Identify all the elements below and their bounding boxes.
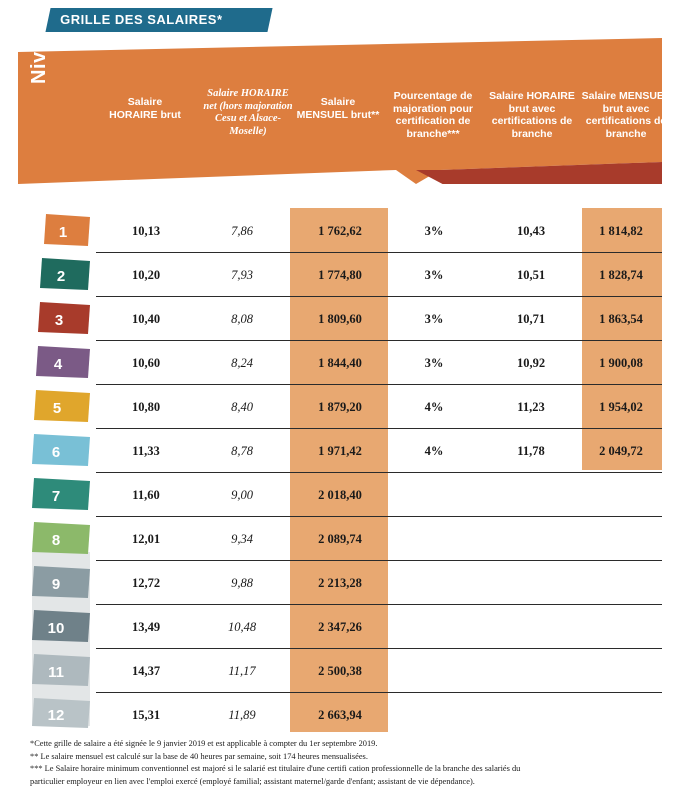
- table-row: 8,78: [231, 444, 253, 458]
- table-row: 4%: [424, 400, 444, 414]
- table-row: 1 814,82: [599, 224, 643, 238]
- table-row: 10,51: [516, 268, 546, 282]
- table-row: 1 900,08: [599, 356, 643, 370]
- level-chip-3: [30, 304, 88, 338]
- level-label-9: 9: [51, 575, 61, 593]
- row-divider: [96, 648, 662, 649]
- footnotes: [30, 738, 660, 788]
- table-row: 11,33: [132, 444, 160, 458]
- row-divider: [96, 560, 662, 561]
- header-col-horaire-cert: Salaire HORAIRE brut avec certifications de branche: [489, 90, 575, 140]
- level-chip-9: [27, 568, 85, 602]
- header-col-majoration: Pourcentage de majoration pour certification de branche***: [393, 90, 473, 140]
- level-chip-1: [34, 216, 92, 250]
- level-label-11: 11: [48, 663, 64, 681]
- table-row: 1 762,62: [318, 224, 362, 238]
- table-row: 2 347,26: [318, 620, 362, 634]
- table-row: 3%: [424, 356, 444, 370]
- table-row: 11,60: [132, 488, 160, 502]
- table-row: 10,40: [131, 312, 161, 326]
- level-chip-6: [27, 436, 85, 470]
- table-row: 7,93: [231, 268, 253, 282]
- table-row: 9,88: [231, 576, 253, 590]
- table-body: [18, 204, 662, 732]
- table-row: 2 049,72: [599, 444, 643, 458]
- table-row: 11,78: [517, 444, 545, 458]
- row-divider: [96, 604, 662, 605]
- table-row: 7,86: [231, 224, 253, 238]
- table-row: 2 663,94: [318, 708, 362, 722]
- footnote-3-line1: *** Le Salaire horaire minimum conventionnel est majoré si le salarié est titulaire d'une certifi cation professionnelle de la branche des salariés du: [30, 764, 521, 773]
- page-title: GRILLE DES SALAIRES*: [60, 12, 223, 27]
- level-label-2: 2: [56, 267, 66, 285]
- table-row: 12,72: [131, 576, 161, 590]
- level-label-8: 8: [51, 531, 61, 549]
- table-row: 10,92: [516, 356, 546, 370]
- table-row: 1 863,54: [599, 312, 643, 326]
- table-row: 10,20: [131, 268, 161, 282]
- table-row: 11,23: [517, 400, 545, 414]
- level-label-12: 12: [47, 706, 65, 724]
- table-row: 1 774,80: [318, 268, 362, 282]
- row-divider: [96, 516, 662, 517]
- table-row: 1 844,40: [318, 356, 362, 370]
- title-banner: [45, 8, 272, 32]
- table-row: 3%: [424, 224, 444, 238]
- row-divider: [96, 428, 662, 429]
- shaded-column-mensuel-brut: [290, 208, 388, 732]
- level-label-10: 10: [47, 619, 65, 637]
- row-divider: [96, 472, 662, 473]
- level-chip-7: [27, 480, 85, 514]
- level-label-5: 5: [52, 399, 62, 417]
- level-chip-2: [32, 260, 90, 294]
- level-chip-4: [29, 348, 87, 382]
- table-row: 4%: [424, 444, 444, 458]
- table-row: 13,49: [131, 620, 161, 634]
- table-row: 9,00: [231, 488, 253, 502]
- table-row: 3%: [424, 312, 444, 326]
- table-row: 2 213,28: [318, 576, 362, 590]
- footnote-2: ** Le salaire mensuel est calculé sur la base de 40 heures par semaine, soit 174 heures mensualisées.: [30, 751, 368, 761]
- shaded-column-mensuel-cert: [582, 208, 662, 470]
- table-row: 1 954,02: [599, 400, 643, 414]
- table-row: 1 879,20: [318, 400, 362, 414]
- table-row: 11,17: [228, 664, 256, 678]
- table-row: 1 971,42: [318, 444, 362, 458]
- header-col-horaire-brut: Salaire HORAIRE brut: [109, 96, 181, 121]
- table-row: 10,80: [131, 400, 161, 414]
- header-col-mensuel-brut: Salaire MENSUEL brut**: [296, 96, 380, 121]
- row-divider: [96, 340, 662, 341]
- row-divider: [96, 296, 662, 297]
- table-row: 9,34: [231, 532, 253, 546]
- table-row: 10,13: [131, 224, 161, 238]
- table-row: 11,89: [228, 708, 256, 722]
- level-chips-column: [18, 204, 96, 732]
- level-label-1: 1: [58, 223, 68, 241]
- table-row: 8,24: [231, 356, 253, 370]
- level-chip-10: [27, 612, 85, 646]
- footnote-1: *Cette grille de salaire a été signée le 9 janvier 2019 et est applicable à compter du 1er septembre 2019.: [30, 739, 378, 748]
- row-divider: [96, 692, 662, 693]
- level-chip-12: [27, 699, 85, 733]
- table-row: 1 809,60: [318, 312, 362, 326]
- level-label-7: 7: [51, 487, 61, 505]
- level-chip-8: [27, 524, 85, 558]
- table-row: 10,71: [516, 312, 546, 326]
- table-row: 10,60: [131, 356, 161, 370]
- table-row: 1 828,74: [599, 268, 643, 282]
- level-label-4: 4: [53, 355, 63, 373]
- table-row: 10,43: [516, 224, 546, 238]
- table-row: 8,40: [231, 400, 253, 414]
- row-divider: [96, 252, 662, 253]
- level-label-6: 6: [51, 443, 61, 461]
- level-chip-5: [28, 392, 86, 426]
- table-row: 14,37: [131, 664, 161, 678]
- header-col-mensuel-cert: Salaire MENSUEL brut avec certifications de branche: [581, 90, 671, 140]
- level-chip-11: [27, 656, 85, 690]
- table-row: 12,01: [131, 532, 161, 546]
- table-row: 15,31: [131, 708, 161, 722]
- footnote-3-line2: particulier employeur en lien avec l'emploi exercé (employé familial; assistant maternel/garde d'enfant; assistant de vie dépendance).: [30, 776, 475, 786]
- row-divider: [96, 384, 662, 385]
- table-row: 10,48: [227, 620, 257, 634]
- table-row: 2 500,38: [318, 664, 362, 678]
- table-row: 8,08: [231, 312, 253, 326]
- table-row: 2 018,40: [318, 488, 362, 502]
- level-label-3: 3: [54, 311, 64, 329]
- table-row: 2 089,74: [318, 532, 362, 546]
- header-niveaux-label: Niveaux: [28, 3, 50, 84]
- header-col-horaire-net: Salaire HORAIRE net (hors majoration Cesu et Alsace-Moselle): [203, 88, 293, 137]
- table-row: 3%: [424, 268, 444, 282]
